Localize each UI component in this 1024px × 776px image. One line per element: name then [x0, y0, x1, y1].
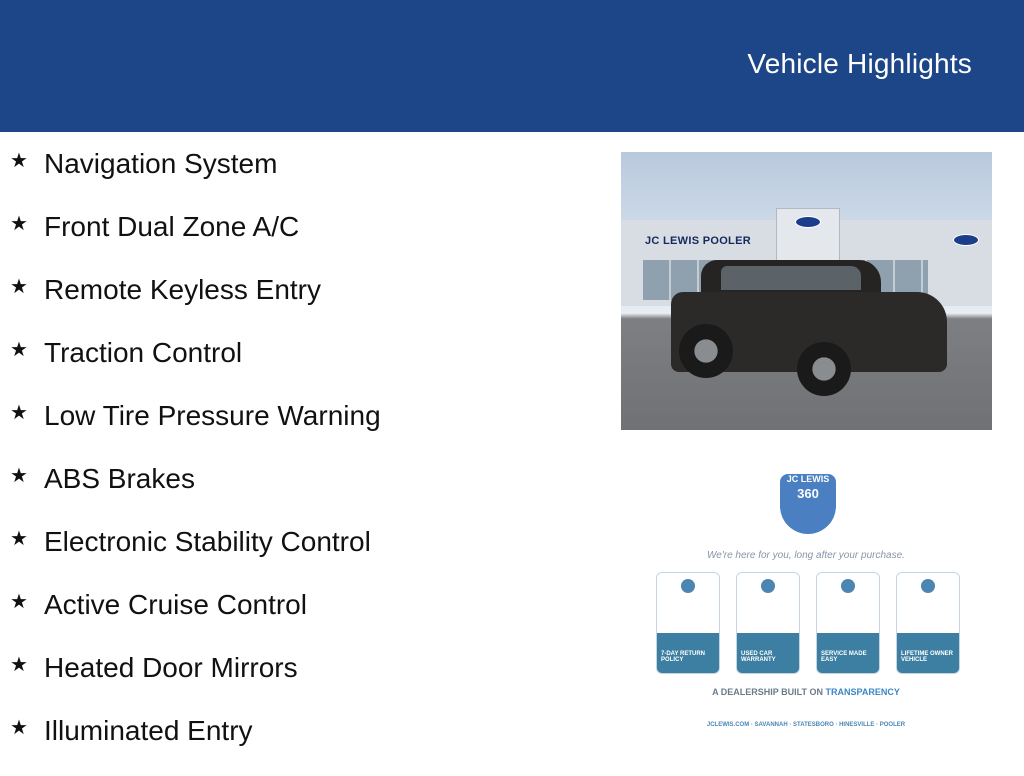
jc-lewis-360-shield	[780, 474, 836, 534]
star-icon: ★	[10, 402, 28, 424]
feature-label: Traction Control	[44, 337, 243, 368]
star-icon: ★	[10, 276, 28, 298]
star-icon: ★	[10, 339, 28, 361]
dealer-locations-footer: JCLEWIS.COM · SAVANNAH · STATESBORO · HINESVILLE · POOLER	[706, 722, 906, 728]
feature-item	[10, 272, 381, 335]
ford-logo	[953, 234, 979, 246]
feature-label: Illuminated Entry	[44, 715, 253, 746]
benefit-card	[736, 572, 800, 674]
feature-item	[10, 713, 381, 776]
headline-highlight: TRANSPARENCY	[825, 687, 900, 697]
feature-item	[10, 524, 381, 587]
benefit-card	[816, 572, 880, 674]
return-icon	[681, 579, 695, 593]
feature-item	[10, 587, 381, 650]
feature-label: Electronic Stability Control	[44, 526, 371, 557]
feature-item	[10, 209, 381, 272]
service-icon	[841, 579, 855, 593]
feature-item	[10, 146, 381, 209]
badge-tagline: We're here for you, long after your purchase.	[707, 550, 905, 561]
benefit-card	[656, 572, 720, 674]
feature-label: Remote Keyless Entry	[44, 274, 321, 305]
rear-wheel	[679, 324, 733, 378]
benefit-card-label: LIFETIME OWNER VEHICLE	[901, 651, 953, 663]
vehicle-photo	[621, 152, 992, 430]
transparency-headline	[650, 687, 962, 697]
ford-logo	[795, 216, 821, 228]
headline-prefix: A DEALERSHIP BUILT ON	[712, 687, 823, 697]
feature-item	[10, 650, 381, 713]
feature-label: Heated Door Mirrors	[44, 652, 298, 683]
feature-label: Navigation System	[44, 148, 278, 179]
benefit-card-label: 7-DAY RETURN POLICY	[661, 651, 706, 663]
highlights-header	[0, 0, 1024, 132]
warranty-icon	[761, 579, 775, 593]
shield-brand: JC LEWIS	[786, 474, 830, 484]
page-title: Vehicle Highlights	[747, 48, 972, 79]
feature-item	[10, 461, 381, 524]
feature-label: Low Tire Pressure Warning	[44, 400, 381, 431]
feature-item	[10, 335, 381, 398]
star-icon: ★	[10, 150, 28, 172]
feature-list	[10, 146, 381, 776]
feature-label: ABS Brakes	[44, 463, 195, 494]
benefit-card-label: USED CAR WARRANTY	[741, 651, 776, 663]
star-icon: ★	[10, 654, 28, 676]
star-icon: ★	[10, 717, 28, 739]
front-wheel	[797, 342, 851, 396]
benefit-card-label: SERVICE MADE EASY	[821, 651, 867, 663]
suv-window	[721, 266, 861, 290]
star-icon: ★	[10, 465, 28, 487]
benefit-card	[896, 572, 960, 674]
star-icon: ★	[10, 528, 28, 550]
vehicle-icon	[921, 579, 935, 593]
feature-item	[10, 398, 381, 461]
feature-label: Active Cruise Control	[44, 589, 307, 620]
shield-number: 360	[797, 486, 819, 501]
star-icon: ★	[10, 213, 28, 235]
dealer-sign: JC LEWIS POOLER	[645, 235, 751, 247]
feature-label: Front Dual Zone A/C	[44, 211, 300, 242]
star-icon: ★	[10, 591, 28, 613]
dealer-badge-graphic	[650, 472, 962, 734]
